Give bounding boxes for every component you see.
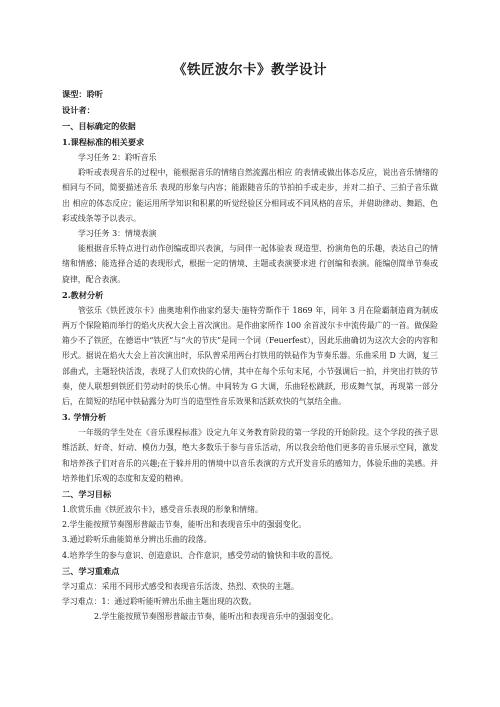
task-2-label: 学习任务 2：聆听音乐 <box>78 153 157 162</box>
goal-item: 2.学生能按照节奏图形普敲击节奏，能听出和表现音乐中的强弱变化。 <box>62 520 307 530</box>
key-point: 学习重点：采用不同形式感受和表现音乐活泼、热烈、欢快的主题。 <box>62 581 299 591</box>
goal-item: 1.欣赏乐曲《铁匠波尔卡》，感受音乐表现的形象和情绪。 <box>62 505 263 515</box>
section-1-2-heading: 2.教材分析 <box>62 289 104 300</box>
task-3-label: 学习任务 3：情境表演 <box>78 229 157 239</box>
goal-item: 4.培养学生的参与意识、创造意识、合作意识，感受劳动的愉快和丰收的喜悦。 <box>62 550 338 560</box>
learner-paragraph: 一年级的学生处在《音乐课程标准》设定九年义务教育阶段的第一学段的开始阶段。这个学段的孩子思维活跃、好奇、好动、模仿力强，绝大多数乐于参与音乐活动，所以我会给他们更多的音乐展示空间，激发和培养孩子们对音乐的兴趣;在于躲并用的情境中以音乐表演的方式开发音乐的感知力，体验乐曲的美感。并培养他们乐观的态度和友爱的精神。 <box>62 428 438 483</box>
task-3-paragraph: 能根据音乐特点进行动作创编或即兴表演，与同伴一起体验表 现造型、扮演角色的乐趣，表达自己的情绪和情感；能选择合适的表现形式，根据一定的情境、主题或表演要求进 行创编和表演。能编创简单节奏或旋律，配合表演。 <box>62 244 438 284</box>
section-2-heading: 二、学习目标 <box>62 489 112 500</box>
difficult-point-2: 2.学生能按照节奏图形普敲击节奏，能听出和表现音乐中的强弱变化。 <box>94 612 339 622</box>
document-page <box>62 58 438 624</box>
difficult-point-1: 学习难点：1：通过聆听能听辨出乐曲主题出现的次数。 <box>62 597 257 607</box>
section-1-3-heading: 3. 学情分析 <box>62 412 107 423</box>
analysis-paragraph: 管弦乐《铁匠波尔卡》曲奥地利作曲家约瑟夫·施特劳斯作于 1869 年，同年 3 月在险霸制造商为制成两万个保险箱而举行的焰火庆祝大会上首次演出。是作曲家所作 100 余首波尔卡中流传最广的一首。做保险箱少不了铁匠，在德语中“铁匠”与“火的节庆”是同一个词（Feuerfest），因此乐曲确切为这次大会的内容和形式。据说在焰火大会上首次演出时，乐队曾采用两台打铁用的铁砧作为节奏乐器。乐曲采用 D 大调，复三部曲式，主题轻快活泼，表现了人们欢快的心情，其中在每个乐句末尾，小节强调后一拍，并突出打铁的节奏，使人联想到铁匠们劳动时的快乐心情。中间转为 G 大调，乐曲轻松跳跃，形成舞气氛，再现第一部分后，在简短的结尾中铁砧露分为叮当的造型性音乐效果和活跃欢快的气氛结全曲。 <box>62 305 438 407</box>
section-1-1-heading: 1.课程标准的相关要求 <box>62 137 145 147</box>
course-type: 课型：聆听 <box>62 89 103 99</box>
section-1-heading: 一、目标确定的依据 <box>62 121 136 131</box>
designer: 设计者： <box>62 105 95 115</box>
section-3-heading: 三、学习重难点 <box>62 565 120 576</box>
goal-item: 3.通过聆听乐曲能简单分辨出乐曲的段落。 <box>62 535 212 545</box>
task-2-paragraph: 聆听或表现音乐的过程中，能根据音乐的情绪自然流露出相应 的表情或做出体态反应，说出音乐情绪的相同与不同，简要描述音乐 表现的形象与内容；能跟随音乐的节拍拍手或走步，并对二拍子、三拍子音乐做出 相应的体态反应；能运用所学知识和积累的听觉经验区分相同或不同风格的音乐，并借助律动、舞蹈、色彩或线条等予以表示。 <box>62 168 438 223</box>
page-title: 《铁匠波尔卡》教学设计 <box>173 62 327 78</box>
